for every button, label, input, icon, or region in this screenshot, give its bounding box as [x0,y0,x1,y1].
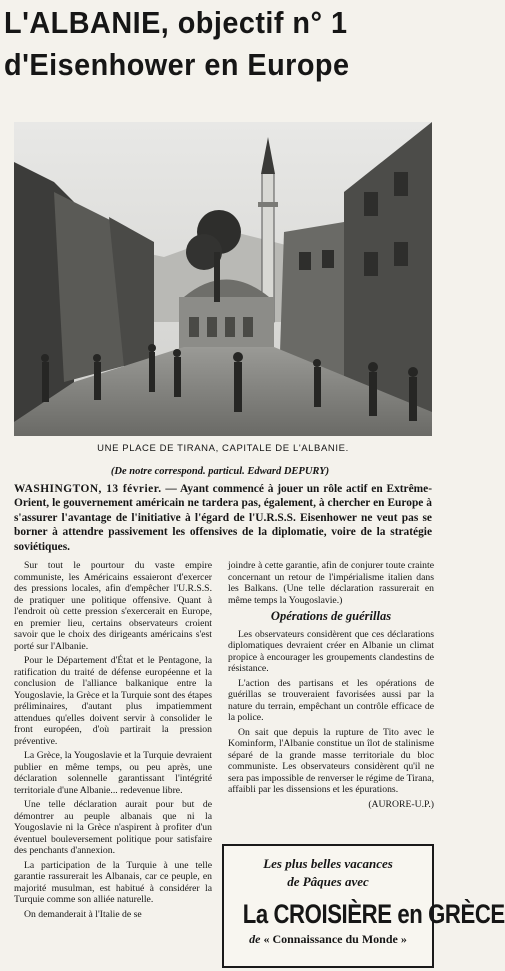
article-signature: (AURORE-U.P.) [368,798,434,810]
ad-line-2: de Pâques avec [287,874,369,889]
paragraph: Une telle déclaration aurait pour but de démontrer au peuple albanais que ni la Yougoslavie ni la Grèce n'aspirent à profiter d'un éventuel bouleversement politique pour satisfaire des penchants d'annexion. [14,799,212,856]
paragraph: La Grèce, la Yougoslavie et la Turquie devraient publier en même temps, ou peu après, une déclaration solennelle garantissant l'intégrité territoriale d'une Albanie... redevenue libre. [14,750,212,796]
lead-paragraph [14,482,432,554]
cruise-advertisement [222,844,505,968]
paragraph: Sur tout le pourtour du vaste empire communiste, les Américains essaieront d'exercer des pressions locales, afin d'empêcher l'U.R.S.S. de pratiquer une politique offensive. Quant à l'endroit où cette pression s'exercerait en Europe, en premier lieu, certains observateurs croient savoir que le choix des dirigeants américains s'est porté sur l'Albanie. [14,560,212,652]
paragraph: Les observateurs considèrent que ces déclarations diplomatiques devraient créer en Albanie un climat propice à encourager les groupements clandestins de résistance. [228,628,434,674]
ad-footer-de: de [249,932,261,946]
section-subhead: Opérations de guérillas [270,609,392,623]
ad-title: La CROISIÈRE en GRÈCE [242,899,505,929]
paragraph: joindre à cette garantie, afin de conjurer toute crainte concernant un retour de l'impérialisme italien dans les Balkans. (Une telle déclaration rassurerait en même temps la Yougoslavie.) [228,560,434,606]
photo-caption: UNE PLACE DE TIRANA, CAPITALE DE L'ALBANIE. [97,443,349,454]
ad-footer-org: « Connaissance du Monde » [263,932,407,946]
headline-line-2: d'Eisenhower en Europe [4,47,350,82]
paragraph: On sait que depuis la rupture de Tito avec le Kominform, l'Albanie constitue un îlot de stalinisme séparé de la grande masse territoriale du bloc communiste. Les observateurs considèrent qu'il ne sera pas impossible de renverser le régime de Tirana, affaibli par les dissensions et les épurations. [228,726,434,795]
lead-text: — Ayant commencé à jouer un rôle actif en Extrême-Orient, le gouvernement américain ne tardera pas, également, à chercher en Europe à s'assurer l'avantage de l'initiative à l'égard de l'U.R.S.S. Eisenhower ne veut pas se borner à attendre passivement les offensives de la diplomatie, voire de la stratégie soviétiques. [14,483,433,553]
paragraph: L'action des partisans et les opérations de guérillas se trouveraient favorisées aussi par la nature du terrain, empêchant un contrôle efficace de la police. [228,677,434,723]
tirana-square-photo [14,122,432,436]
ad-footer [224,932,432,947]
right-column [228,560,434,810]
byline: (De notre correspond. particul. Edward DEPURY) [110,466,330,477]
left-column [14,560,212,970]
paragraph: On demanderait à l'Italie de se [24,908,142,920]
dateline: WASHINGTON, 13 février. [14,483,162,495]
headline [4,2,406,86]
paragraph: Pour le Département d'État et le Pentagone, la ratification du traité de défense européenne et la conclusion de l'alliance balkanique entre la Yougoslavie, la Grèce et la Turquie sont des étapes préliminaires, d'autant plus impatiemment attendues qu'elles doivent servir à consolider le front européen, d'où partirait la pression préventive. [14,655,212,747]
paragraph: La participation de la Turquie à une telle garantie rassurerait les Albanais, car ce peuple, en majorité musulman, est habitué à considérer la Turquie comme son alliée naturelle. [14,859,212,905]
ad-line-1: Les plus belles vacances [263,856,393,871]
headline-line-1: L'ALBANIE, objectif n° 1 [4,5,348,40]
